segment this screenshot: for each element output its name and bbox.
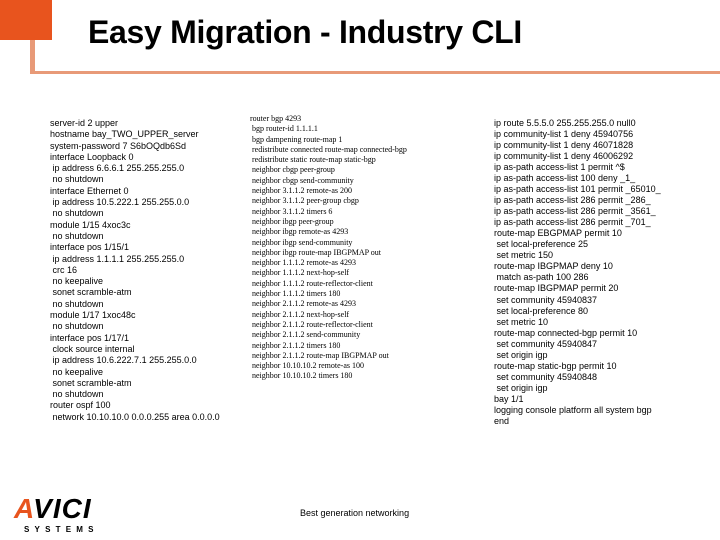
config-line: neighbor 10.10.10.2 remote-as 100	[250, 361, 364, 371]
config-line: route-map IBGPMAP deny 10	[494, 261, 613, 272]
config-line: neighbor ibgp route-map IBGPMAP out	[250, 247, 382, 257]
config-line: neighbor 1.1.1.2 remote-as 4293	[250, 258, 356, 268]
config-line: redistribute static route-map static-bgp	[250, 155, 376, 165]
config-line: neighbor ibgp send-community	[250, 237, 353, 247]
config-line: logging console platform all system bgp	[494, 404, 652, 415]
logo-subtext: SYSTEMS	[24, 525, 99, 534]
config-line: set origin igp	[494, 349, 548, 360]
config-line: ip as-path access-list 100 deny _1_	[494, 173, 636, 184]
config-line: set metric 150	[494, 250, 554, 261]
config-line: system-password 7 S6bOQdb6Sd	[50, 140, 187, 151]
accent-vertical-bar	[30, 40, 35, 74]
config-line: no shutdown	[50, 298, 104, 309]
slide-footer: Best generation networking	[300, 508, 410, 518]
config-line: neighbor 2.1.1.2 remote-as 4293	[250, 299, 356, 309]
config-line: route-map connected-bgp permit 10	[494, 327, 638, 338]
config-line: neighbor 2.1.1.2 timers 180	[250, 340, 341, 350]
config-line: neighbor 3.1.1.2 peer-group cbgp	[250, 196, 359, 206]
config-line: interface Ethernet 0	[50, 185, 129, 196]
config-line: match as-path 100 286	[494, 272, 589, 283]
config-line: no shutdown	[50, 208, 104, 219]
config-line: interface pos 1/15/1	[50, 242, 130, 253]
config-line: neighbor 2.1.1.2 route-map IBGPMAP out	[250, 350, 389, 360]
config-line: neighbor ibgp remote-as 4293	[250, 227, 349, 237]
config-line: network 10.10.10.0 0.0.0.255 area 0.0.0.0	[50, 411, 220, 422]
config-line: neighbor 2.1.1.2 route-reflector-client	[250, 319, 373, 329]
config-line: bay 1/1	[494, 393, 524, 404]
config-line: ip as-path access-list 1 permit ^$	[494, 162, 625, 173]
config-line: no shutdown	[50, 174, 104, 185]
slide-title: Easy Migration - Industry CLI	[88, 14, 523, 50]
config-line: redistribute connected route-map connected-bgp	[250, 144, 407, 154]
config-line: sonet scramble-atm	[50, 377, 132, 388]
config-line: no shutdown	[50, 389, 104, 400]
config-line: clock source internal	[50, 343, 135, 354]
config-line: ip as-path access-list 101 permit _65010_	[494, 184, 661, 195]
config-line: neighbor 3.1.1.2 remote-as 200	[250, 186, 352, 196]
config-line: module 1/17 1xoc48c	[50, 310, 136, 321]
logo-wordmark: AVICI	[14, 493, 92, 524]
config-line: set local-preference 25	[494, 239, 589, 250]
config-line: neighbor 3.1.1.2 timers 6	[250, 206, 333, 216]
config-line: route-map static-bgp permit 10	[494, 360, 617, 371]
config-line: neighbor 1.1.1.2 timers 180	[250, 289, 341, 299]
config-line: set community 45940847	[494, 338, 598, 349]
config-line: ip route 5.5.5.0 255.255.255.0 null0	[494, 118, 636, 128]
config-line: no shutdown	[50, 321, 104, 332]
config-line: neighbor cbgp peer-group	[250, 165, 335, 175]
config-line: ip as-path access-list 286 permit _701_	[494, 217, 651, 228]
config-line: ip as-path access-list 286 permit _3561_	[494, 206, 656, 217]
config-line: ip community-list 1 deny 45940756	[494, 129, 634, 140]
config-line: no keepalive	[50, 366, 104, 377]
config-line: ip address 10.6.222.7.1 255.255.0.0	[50, 355, 197, 366]
config-line: neighbor 2.1.1.2 send-community	[250, 330, 361, 340]
config-line: ip address 6.6.6.1 255.255.255.0	[50, 163, 185, 174]
config-line: ip as-path access-list 286 permit _286_	[494, 195, 651, 206]
config-line: crc 16	[50, 264, 78, 275]
config-line: neighbor 1.1.1.2 route-reflector-client	[250, 278, 373, 288]
config-line: server-id 2 upper	[50, 118, 119, 128]
avici-logo	[14, 495, 99, 534]
config-line: set community 45940848	[494, 371, 598, 382]
config-line: interface Loopback 0	[50, 151, 134, 162]
title-underline-rule	[35, 71, 720, 74]
config-line: module 1/15 4xoc3c	[50, 219, 131, 230]
config-line: neighbor 10.10.10.2 timers 180	[250, 371, 353, 381]
config-line: set local-preference 80	[494, 305, 589, 316]
config-column-bgp	[250, 114, 407, 382]
corner-accent-square	[0, 0, 52, 40]
config-line: route-map IBGPMAP permit 20	[494, 283, 619, 294]
config-line: ip address 1.1.1.1 255.255.255.0	[50, 253, 185, 264]
config-line: ip community-list 1 deny 46006292	[494, 151, 634, 162]
config-line: set metric 10	[494, 316, 549, 327]
config-column-route-maps	[494, 118, 661, 427]
config-line: ip community-list 1 deny 46071828	[494, 140, 634, 151]
config-line: set community 45940837	[494, 294, 598, 305]
config-line: neighbor ibgp peer-group	[250, 216, 334, 226]
config-line: interface pos 1/17/1	[50, 332, 130, 343]
config-line: route-map EBGPMAP permit 10	[494, 228, 622, 239]
config-line: router ospf 100	[50, 400, 111, 411]
config-line: ip address 10.5.222.1 255.255.0.0	[50, 197, 190, 208]
config-line: end	[494, 415, 510, 426]
config-line: sonet scramble-atm	[50, 287, 132, 298]
config-line: bgp dampening route-map 1	[250, 134, 343, 144]
config-line: neighbor cbgp send-community	[250, 175, 354, 185]
config-line: set origin igp	[494, 382, 548, 393]
config-line: bgp router-id 1.1.1.1	[250, 124, 318, 134]
config-line: neighbor 2.1.1.2 next-hop-self	[250, 309, 350, 319]
config-line: router bgp 4293	[250, 114, 302, 123]
config-line: neighbor 1.1.1.2 next-hop-self	[250, 268, 350, 278]
config-line: hostname bay_TWO_UPPER_server	[50, 129, 199, 140]
config-line: no shutdown	[50, 230, 104, 241]
config-column-interfaces	[50, 118, 220, 423]
config-line: no keepalive	[50, 276, 104, 287]
